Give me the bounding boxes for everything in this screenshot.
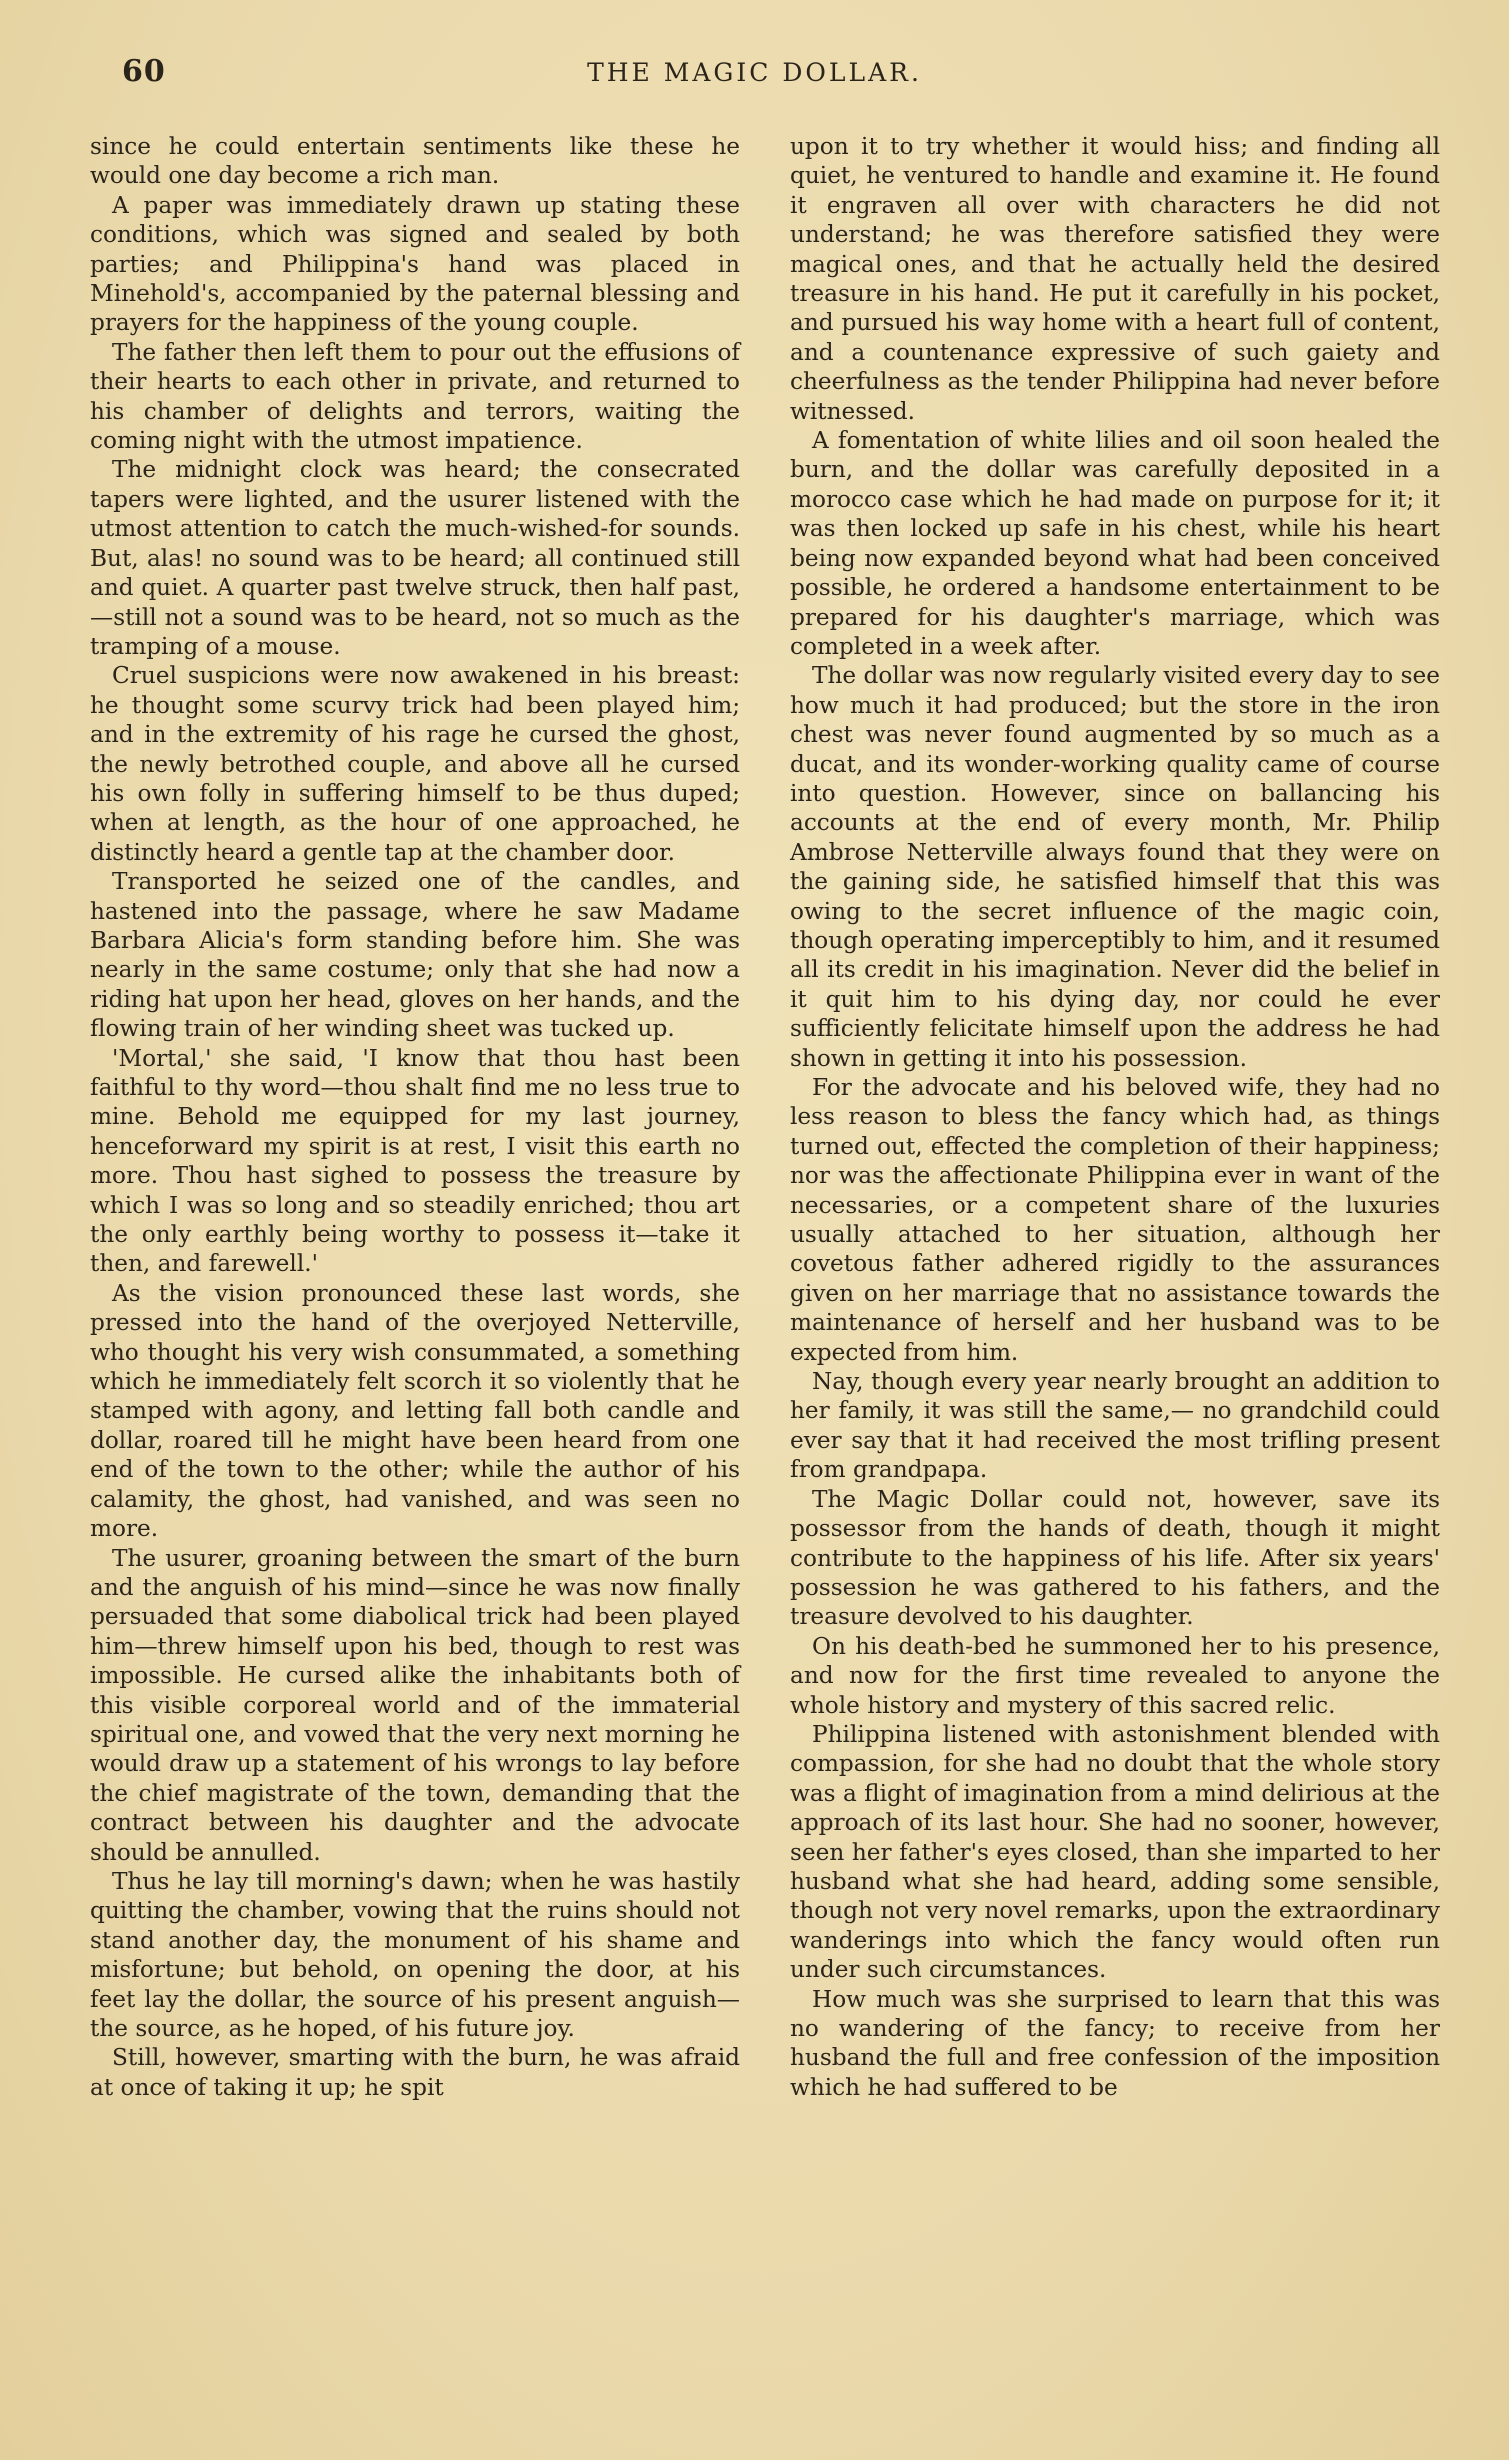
paragraph: A fomentation of white lilies and oil soon healed the burn, and the dollar was carefully deposited in a morocco case which he had made on purpose for it; it was then locked up safe in his chest, while his heart being now expanded beyond what had been conceived possible, he ordered a handsome entertainment to be prepared for his daughter's marriage, which was completed in a week after.: [790, 427, 1440, 660]
paragraph: On his death-bed he summoned her to his presence, and now for the first time revealed to anyone the whole history and mystery of this sacred relic.: [790, 1632, 1440, 1719]
paragraph: The father then left them to pour out the effusions of their hearts to each other in private, and returned to his chamber of delights and terrors, waiting the coming night with the utmost impatience.: [90, 338, 740, 455]
paragraph: The Magic Dollar could not, however, save its possessor from the hands of death, though it might contribute to the happiness of his life. After six years' possession he was gathered to his fathers, and the treasure devolved to his daughter.: [790, 1485, 1440, 1631]
paragraph: The midnight clock was heard; the consecrated tapers were lighted, and the usurer listened with the utmost attention to catch the much-wished-for sounds. But, alas! no sound was to be heard; all continued still and quiet. A quarter past twelve struck, then half past, —still not a sound was to be heard, not so much as the tramping of a mouse.: [90, 456, 740, 660]
paragraph: A paper was immediately drawn up stating these conditions, which was signed and sealed by both parties; and Philippina's hand was placed in Minehold's, accompanied by the paternal blessing and prayers for the happiness of the young couple.: [90, 191, 740, 337]
paragraph: The dollar was now regularly visited every day to see how much it had produced; but the store in the iron chest was never found augmented by so much as a ducat, and its wonder-working quality came of course into question. However, since on ballancing his accounts at the end of every month, Mr. Philip Ambrose Netterville always found that they were on the gaining side, he satisfied himself that this was owing to the secret influence of the magic coin, though operating imperceptibly to him, and it resumed all its credit in his imagination. Never did the belief in it quit him to his dying day, nor could he ever sufficiently felicitate himself upon the address he had shown in getting it into his possession.: [790, 662, 1440, 1072]
paragraph: Philippina listened with astonishment blended with compassion, for she had no doubt that the whole story was a flight of imagination from a mind delirious at the approach of its last hour. She had no sooner, however, seen her father's eyes closed, than she imparted to her husband what she had heard, adding some sensible, though not very novel remarks, upon the extraordinary wanderings into which the fancy would often run under such circumstances.: [790, 1720, 1440, 1984]
paragraph: since he could entertain sentiments like these he would one day become a rich man.: [90, 133, 740, 190]
paragraph: Cruel suspicions were now awakened in his breast: he thought some scurvy trick had been played him; and in the extremity of his rage he cursed the ghost, the newly betrothed couple, and above all he cursed his own folly in suffering himself to be thus duped; when at length, as the hour of one approached, he distinctly heard a gentle tap at the chamber door.: [90, 662, 740, 866]
running-title: THE MAGIC DOLLAR.: [587, 58, 922, 87]
paragraph: 'Mortal,' she said, 'I know that thou hast been faithful to thy word—thou shalt find me no less true to mine. Behold me equipped for my last journey, henceforward my spirit is at rest, I visit this earth no more. Thou hast sighed to possess the treasure by which I was so long and so steadily enriched; thou art the only earthly being worthy to possess it—take it then, and farewell.': [90, 1044, 740, 1278]
right-column: [790, 132, 1440, 2102]
page-number: 60: [122, 54, 166, 89]
paragraph: upon it to try whether it would hiss; and finding all quiet, he ventured to handle and examine it. He found it engraven all over with characters he did not understand; he was therefore satisfied they were magical ones, and that he actually held the desired treasure in his hand. He put it carefully in his pocket, and pursued his way home with a heart full of content, and a countenance expressive of such gaiety and cheerfulness as the tender Philippina had never before witnessed.: [790, 133, 1440, 425]
page-header: [90, 40, 1419, 100]
paragraph: Nay, though every year nearly brought an addition to her family, it was still the same,— no grandchild could ever say that it had received the most trifling present from grandpapa.: [790, 1368, 1440, 1484]
paragraph: Thus he lay till morning's dawn; when he was hastily quitting the chamber, vowing that the ruins should not stand another day, the monument of his shame and misfortune; but behold, on opening the door, at his feet lay the dollar, the source of his present anguish—the source, as he hoped, of his future joy.: [90, 1867, 740, 2042]
paragraph: The usurer, groaning between the smart of the burn and the anguish of his mind—since he was now finally persuaded that some diabolical trick had been played him—threw himself upon his bed, though to rest was impossible. He cursed alike the inhabitants both of this visible corporeal world and of the immaterial spiritual one, and vowed that the very next morning he would draw up a statement of his wrongs to lay before the chief magistrate of the town, demanding that the contract between his daughter and the advocate should be annulled.: [90, 1544, 740, 1866]
paragraph: For the advocate and his beloved wife, they had no less reason to bless the fancy which had, as things turned out, effected the completion of their happiness; nor was the affectionate Philippina ever in want of the necessaries, or a competent share of the luxuries usually attached to her situation, although her covetous father adhered rigidly to the assurances given on her marriage that no assistance towards the maintenance of herself and her husband was to be expected from him.: [790, 1074, 1440, 1366]
paragraph: How much was she surprised to learn that this was no wandering of the fancy; to receive from her husband the full and free confession of the imposition which he had suffered to be: [790, 1985, 1440, 2101]
paragraph: As the vision pronounced these last words, she pressed into the hand of the overjoyed Netterville, who thought his very wish consummated, a something which he immediately felt scorch it so violently that he stamped with agony, and letting fall both candle and dollar, roared till he might have been heard from one end of the town to the other; while the author of his calamity, the ghost, had vanished, and was seen no more.: [90, 1279, 740, 1543]
paragraph: Transported he seized one of the candles, and hastened into the passage, where he saw Madame Barbara Alicia's form standing before him. She was nearly in the same costume; only that she had now a riding hat upon her head, gloves on her hands, and the flowing train of her winding sheet was tucked up.: [90, 868, 740, 1043]
left-column: [90, 132, 740, 2102]
paragraph: Still, however, smarting with the burn, he was afraid at once of taking it up; he spit: [90, 2044, 740, 2101]
